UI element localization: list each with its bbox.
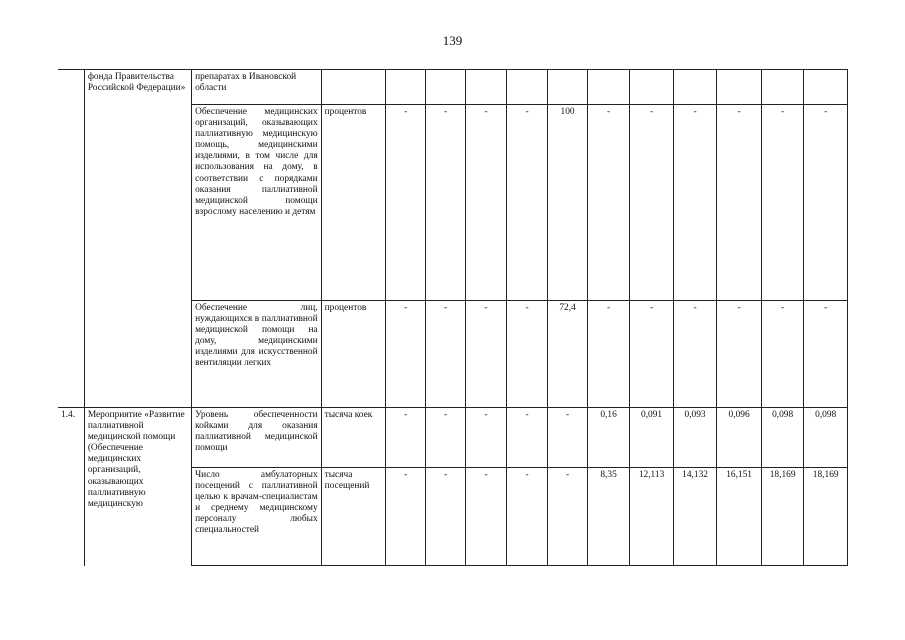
indicator-cell: Уровень обеспеченности койками для оказания паллиативной медицинской помощи [192, 408, 322, 468]
value-cell: - [587, 105, 630, 301]
value-cell: 0,091 [630, 408, 674, 468]
value-cell: - [717, 301, 762, 408]
value-cell: - [425, 105, 465, 301]
value-cell: - [506, 105, 547, 301]
value-cell: 0,096 [717, 408, 762, 468]
value-cell: - [425, 408, 465, 468]
value-cell: - [761, 105, 804, 301]
value-cell: - [386, 468, 425, 566]
unit-cell: процентов [321, 105, 386, 301]
value-cell: 0,16 [587, 408, 630, 468]
value-cell: - [386, 105, 425, 301]
value-cell [466, 70, 506, 105]
row-number-cell [58, 70, 84, 408]
indicators-table [58, 69, 848, 566]
indicator-cell: препаратах в Ивановской области [192, 70, 322, 105]
value-cell [630, 70, 674, 105]
unit-cell: тысяча посещений [321, 468, 386, 566]
row-number-cell: 1.4. [58, 408, 84, 566]
unit-cell [321, 70, 386, 105]
value-cell: - [587, 301, 630, 408]
value-cell: 18,169 [761, 468, 804, 566]
page-number: 139 [442, 33, 463, 48]
value-cell: 72,4 [548, 301, 587, 408]
value-cell [761, 70, 804, 105]
unit-cell: тысяча коек [321, 408, 386, 468]
value-cell: - [466, 408, 506, 468]
value-cell: 16,151 [717, 468, 762, 566]
value-cell [506, 70, 547, 105]
indicator-cell: Число амбулаторных посещений с паллиативной целью к врачам-специалистам и среднему медицинскому персоналу любых специальностей [192, 468, 322, 566]
value-cell [425, 70, 465, 105]
value-cell: - [466, 301, 506, 408]
table-row [58, 70, 848, 105]
value-cell: - [386, 301, 425, 408]
value-cell [717, 70, 762, 105]
value-cell: - [425, 468, 465, 566]
value-cell [587, 70, 630, 105]
value-cell: - [386, 408, 425, 468]
indicator-cell: Обеспечение медицинских организаций, оказывающих паллиативную медицинскую помощь, медицинскими изделиями, в том числе для использования на дому, в соответствии с порядками оказания паллиативной медицинской помощи взрослому населению и детям [192, 105, 322, 301]
value-cell: - [630, 105, 674, 301]
value-cell: 12,113 [630, 468, 674, 566]
value-cell: - [548, 408, 587, 468]
value-cell: - [630, 301, 674, 408]
value-cell: 0,098 [804, 408, 848, 468]
value-cell: 14,132 [673, 468, 717, 566]
value-cell: - [673, 105, 717, 301]
value-cell: - [548, 468, 587, 566]
value-cell [804, 70, 848, 105]
value-cell: - [673, 301, 717, 408]
value-cell: - [506, 468, 547, 566]
event-cell: фонда Правительства Российской Федерации» [84, 70, 191, 408]
event-cell: Мероприятие «Развитие паллиативной медицинской помощи (Обеспечение медицинских организаций, оказывающих паллиативную медицинскую [84, 408, 191, 566]
value-cell: - [761, 301, 804, 408]
value-cell [673, 70, 717, 105]
indicator-cell: Обеспечение лиц, нуждающихся в паллиативной медицинской помощи на дому, медицинскими изделиями для искусственной вентиляции легких [192, 301, 322, 408]
value-cell: - [466, 105, 506, 301]
table-row [58, 408, 848, 468]
value-cell: 18,169 [804, 468, 848, 566]
value-cell: 0,098 [761, 408, 804, 468]
value-cell: 100 [548, 105, 587, 301]
value-cell: 0,093 [673, 408, 717, 468]
value-cell: - [506, 301, 547, 408]
value-cell [548, 70, 587, 105]
value-cell: - [466, 468, 506, 566]
value-cell: 8,35 [587, 468, 630, 566]
value-cell: - [804, 301, 848, 408]
value-cell: - [717, 105, 762, 301]
value-cell [386, 70, 425, 105]
unit-cell: процентов [321, 301, 386, 408]
value-cell: - [425, 301, 465, 408]
value-cell: - [506, 408, 547, 468]
value-cell: - [804, 105, 848, 301]
